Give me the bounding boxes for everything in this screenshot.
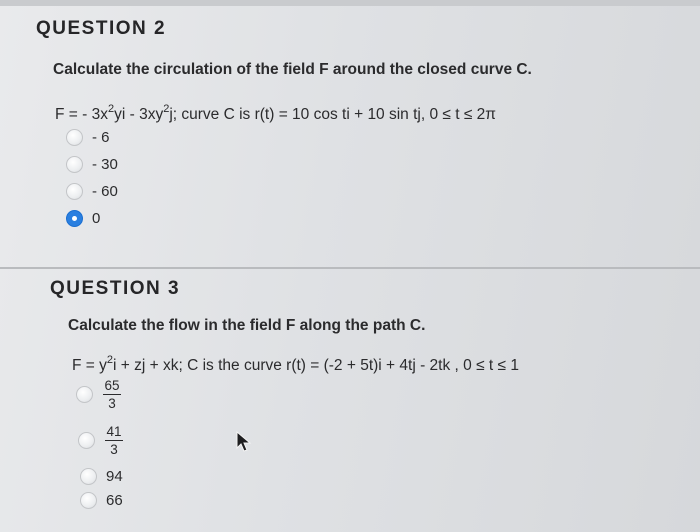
question-2-prompt: Calculate the circulation of the field F around the closed curve C.	[53, 61, 532, 78]
option-label: - 6	[92, 129, 110, 146]
radio-unchecked-icon[interactable]	[78, 432, 95, 449]
q2-option-1[interactable]	[66, 129, 110, 146]
question-3-prompt: Calculate the flow in the field F along the path C.	[68, 317, 426, 334]
formula-part: F = y	[72, 357, 107, 375]
option-label: - 30	[92, 156, 118, 173]
q3-option-2[interactable]	[78, 424, 123, 457]
option-label: 94	[106, 468, 123, 485]
formula-part: yi - 3xy	[114, 106, 164, 124]
radio-unchecked-icon[interactable]	[66, 183, 83, 200]
radio-unchecked-icon[interactable]	[66, 129, 83, 146]
fraction-denominator: 3	[108, 396, 116, 411]
radio-unchecked-icon[interactable]	[66, 156, 83, 173]
formula-part: F = - 3x	[55, 106, 108, 124]
question-3-title: QUESTION 3	[50, 278, 181, 299]
q3-option-4[interactable]	[80, 492, 123, 509]
fraction-numerator: 41	[106, 424, 122, 439]
formula-exponent: 2	[107, 103, 115, 115]
radio-unchecked-icon[interactable]	[76, 386, 93, 403]
option-fraction	[103, 378, 121, 411]
fraction-bar	[105, 440, 123, 441]
question-3-block	[0, 270, 700, 532]
q2-option-4[interactable]	[66, 210, 100, 227]
radio-unchecked-icon[interactable]	[80, 468, 97, 485]
fraction-bar	[103, 394, 121, 395]
question-2-formula	[55, 104, 496, 124]
option-fraction	[105, 424, 123, 457]
section-divider	[0, 267, 700, 269]
q2-option-3[interactable]	[66, 183, 118, 200]
q3-option-1[interactable]	[76, 378, 121, 411]
mouse-pointer-icon	[236, 431, 252, 453]
question-2-title: QUESTION 2	[36, 18, 167, 39]
option-label: - 60	[92, 183, 118, 200]
question-2-block	[0, 6, 700, 268]
formula-exponent: 2	[163, 103, 170, 115]
radio-checked-icon[interactable]	[66, 210, 83, 227]
option-label: 0	[92, 210, 101, 227]
option-label: 66	[106, 492, 123, 509]
q2-option-2[interactable]	[66, 156, 118, 173]
question-3-formula	[72, 355, 519, 375]
formula-exponent: 2	[106, 354, 114, 366]
radio-unchecked-icon[interactable]	[80, 492, 97, 509]
formula-part: j; curve C is r(t) = 10 cos ti + 10 sin tj, 0 ≤ t ≤ 2π	[169, 106, 496, 124]
q3-option-3[interactable]	[80, 468, 123, 485]
fraction-denominator: 3	[110, 442, 118, 457]
fraction-numerator: 65	[104, 378, 120, 393]
formula-part: i + zj + xk; C is the curve r(t) = (-2 + 5t)i + 4tj - 2tk , 0 ≤ t ≤ 1	[113, 357, 519, 375]
